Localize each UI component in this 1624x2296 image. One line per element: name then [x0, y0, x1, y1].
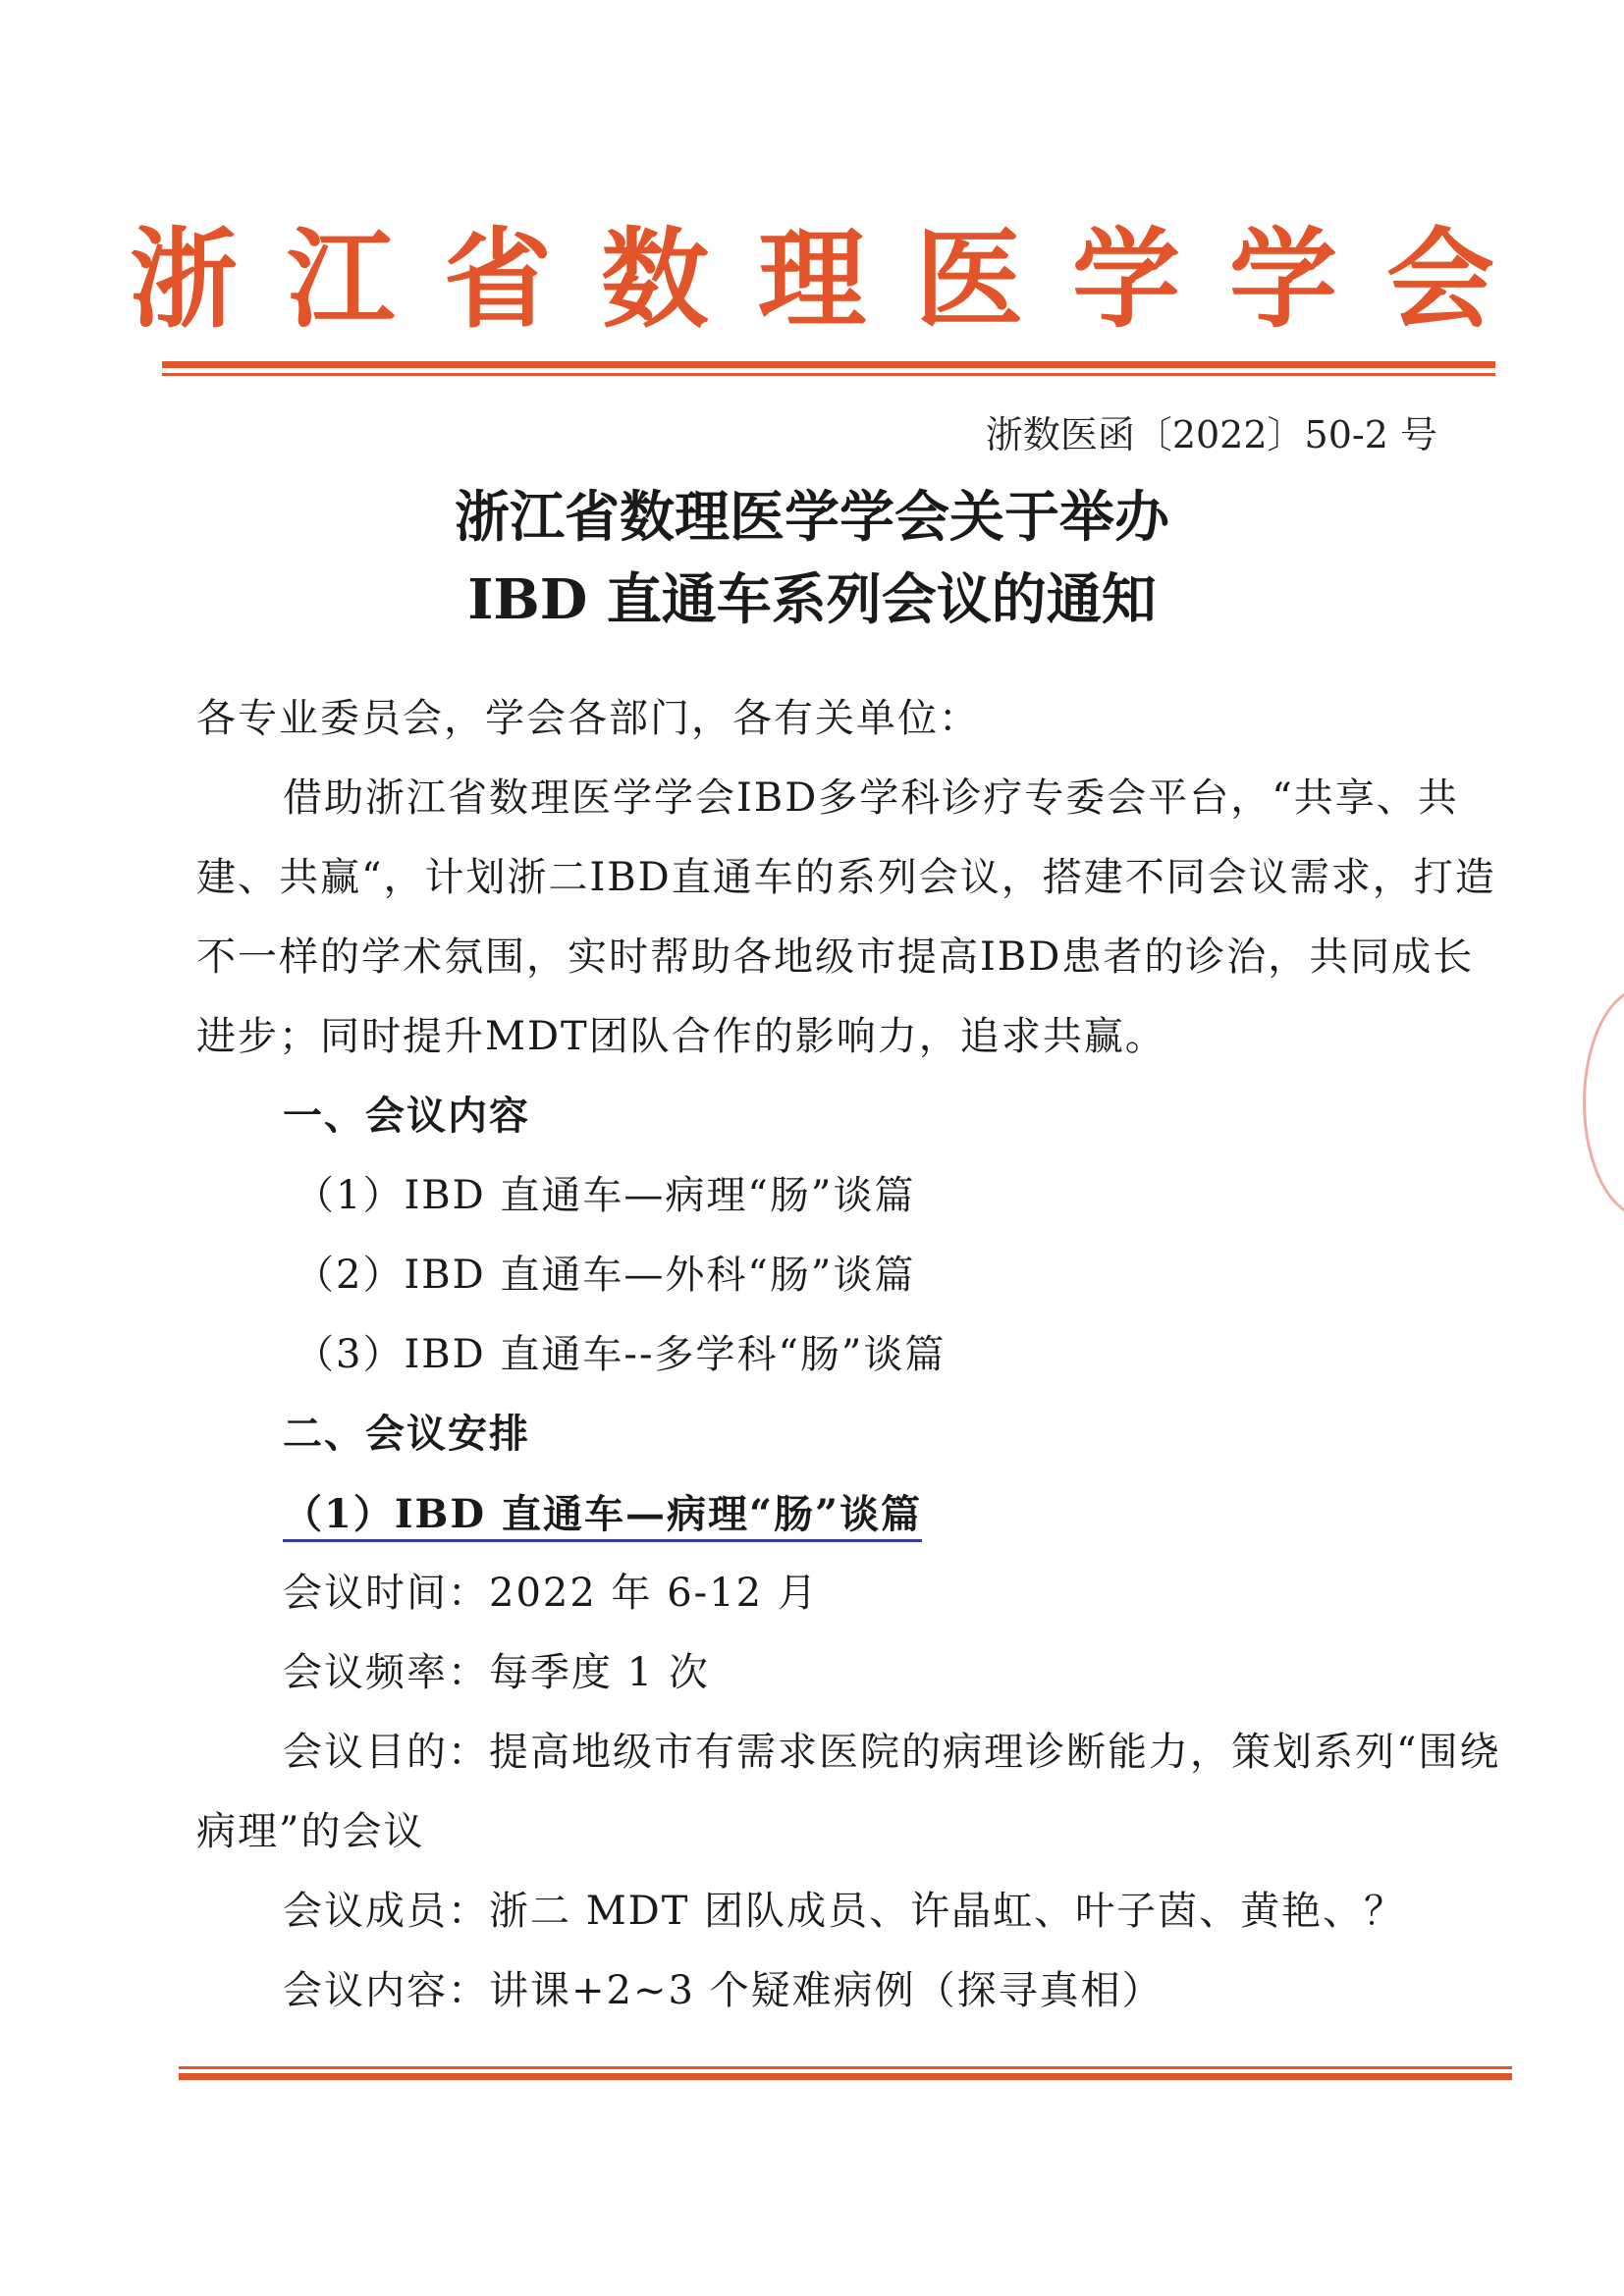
meeting-content: 会议内容：讲课+2~3 个疑难病例（探寻真相）	[283, 1968, 1164, 2013]
content-item: （2）IBD 直通车—外科“肠”谈篇	[295, 1253, 916, 1298]
organization-name: 浙江省数理医学学会	[130, 217, 1543, 343]
document-title	[0, 476, 1624, 641]
document-number: 浙数医函〔2022〕50-2 号	[985, 413, 1437, 456]
intro-paragraph: 借助浙江省数理医学学会IBD多学科诊疗专委会平台，“共享、共建、共赢“，计划浙二IBD直通车的系列会议，搭建不同会议需求，打造不一样的学术氛围，实时帮助各地级市提高IBD患者的诊治，共同成长进步；同时提升MDT团队合作的影响力，追求共赢。	[196, 775, 1496, 1059]
arrangement-subheading	[196, 1474, 1502, 1554]
document-body	[196, 679, 1502, 2031]
title-line-2: IBD 直通车系列会议的通知	[467, 567, 1157, 632]
official-seal-edge	[1583, 987, 1624, 1218]
section-heading-content: 一、会议内容	[283, 1094, 530, 1139]
arrangement-subheading-text: （1）IBD 直通车—病理“肠”谈篇	[283, 1491, 922, 1542]
meeting-frequency: 会议频率：每季度 1 次	[283, 1650, 710, 1695]
footer-rule-thin	[179, 2066, 1512, 2069]
meeting-purpose: 会议目的：提高地级市有需求医院的病理诊断能力，策划系列“围绕病理”的会议	[196, 1730, 1501, 1854]
content-item: （3）IBD 直通车--多学科“肠”谈篇	[295, 1332, 947, 1377]
header-rule-thick	[162, 361, 1495, 368]
salutation: 各专业委员会，学会各部门，各有关单位：	[196, 696, 980, 741]
meeting-members: 会议成员：浙二 MDT 团队成员、许晶虹、叶子茵、黄艳、？	[283, 1889, 1406, 1934]
title-line-1: 浙江省数理医学学会关于举办	[455, 485, 1169, 550]
footer-rule-thick	[179, 2073, 1512, 2080]
section-heading-arrangement: 二、会议安排	[283, 1412, 530, 1457]
header-rule-thin	[162, 373, 1495, 376]
meeting-time: 会议时间：2022 年 6-12 月	[283, 1571, 819, 1616]
content-item: （1）IBD 直通车—病理“肠”谈篇	[295, 1173, 916, 1218]
